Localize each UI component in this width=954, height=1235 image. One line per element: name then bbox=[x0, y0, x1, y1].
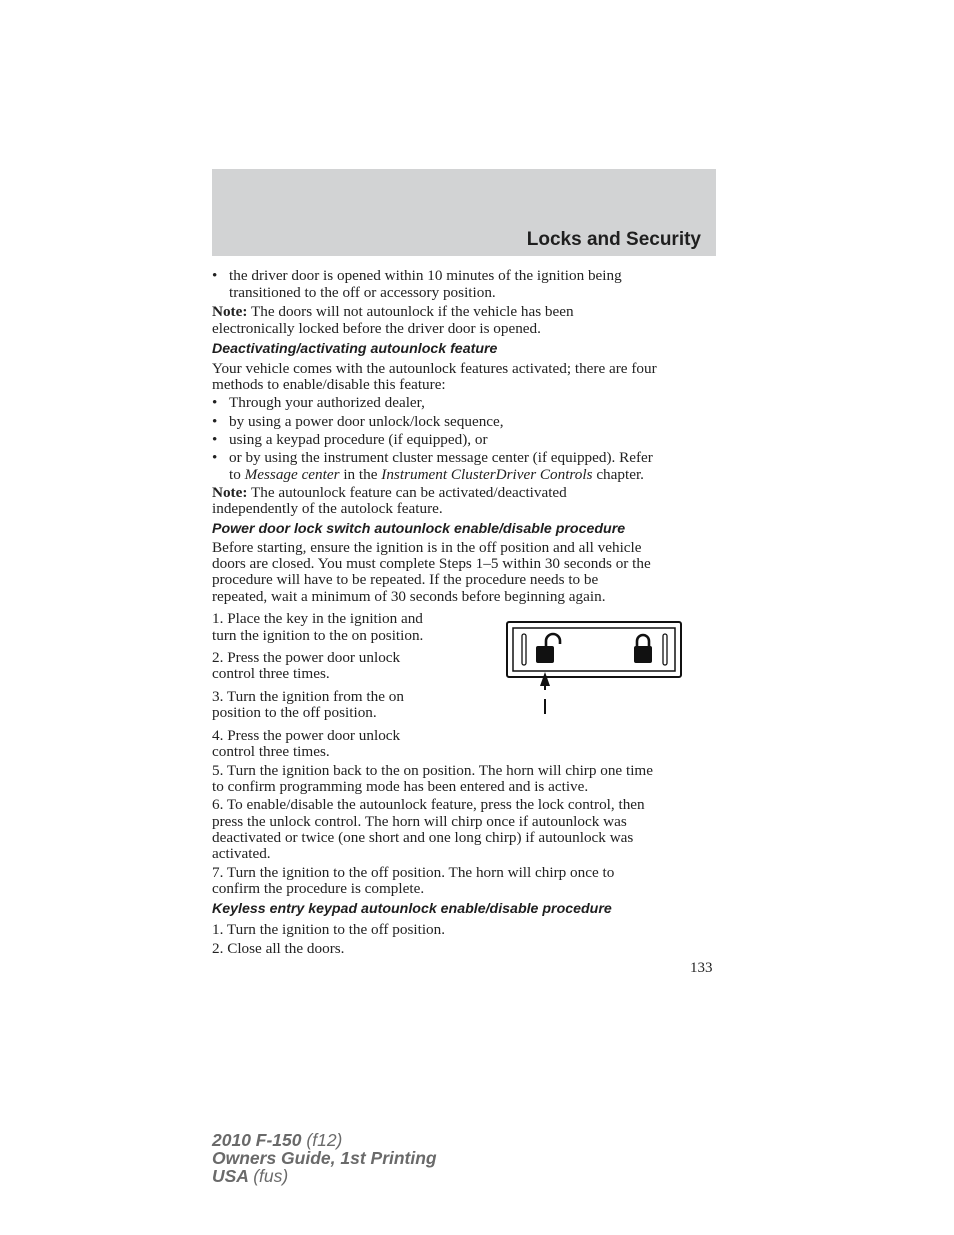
list-item-text: or by using the instrument cluster message center (if equipped). Refer bbox=[229, 449, 653, 466]
list-item-text: transitioned to the off or accessory position. bbox=[229, 284, 496, 301]
text-fragment: in the bbox=[339, 466, 382, 483]
footer-region: USA bbox=[212, 1166, 249, 1186]
section-header-band bbox=[212, 169, 716, 256]
keyless-step-1: 1. Turn the ignition to the off position. bbox=[212, 921, 446, 938]
step-7: confirm the procedure is complete. bbox=[212, 880, 425, 897]
bullet-icon: • bbox=[212, 394, 218, 411]
text-fragment: to bbox=[229, 466, 245, 483]
list-item-text bbox=[229, 467, 735, 484]
step-4: 4. Press the power door unlock bbox=[212, 727, 401, 744]
bullet-icon: • bbox=[212, 431, 218, 448]
paragraph-line: doors are closed. You must complete Steps 1–5 within 30 seconds or the bbox=[212, 555, 651, 572]
step-7: 7. Turn the ignition to the off position. The horn will chirp once to bbox=[212, 864, 615, 881]
step-6: activated. bbox=[212, 845, 271, 862]
door-lock-switch-figure bbox=[505, 620, 685, 720]
footer-line-region bbox=[212, 1167, 437, 1185]
page-number: 133 bbox=[690, 960, 713, 976]
footer-model-code: (f12) bbox=[306, 1130, 343, 1150]
chapter-reference: Instrument ClusterDriver Controls bbox=[381, 466, 593, 483]
step-1: turn the ignition to the on position. bbox=[212, 627, 424, 644]
step-1: 1. Place the key in the ignition and bbox=[212, 610, 423, 627]
footer-region-code: (fus) bbox=[253, 1166, 289, 1186]
bullet-icon: • bbox=[212, 413, 218, 430]
note-label: Note: bbox=[212, 303, 248, 320]
footer-line-model bbox=[212, 1131, 437, 1149]
list-item-text: Through your authorized dealer, bbox=[229, 394, 425, 411]
note-text: independently of the autolock feature. bbox=[212, 500, 443, 517]
footer-line-guide: Owners Guide, 1st Printing bbox=[212, 1148, 437, 1168]
print-footer bbox=[212, 1131, 437, 1185]
step-3: position to the off position. bbox=[212, 704, 377, 721]
pointer-arrow-icon bbox=[540, 672, 550, 714]
subheading: Power door lock switch autounlock enable/disable procedure bbox=[212, 521, 626, 537]
list-item-text: by using a power door unlock/lock sequence, bbox=[229, 413, 504, 430]
footer-model: 2010 F-150 bbox=[212, 1130, 302, 1150]
step-2: 2. Press the power door unlock bbox=[212, 649, 401, 666]
paragraph-line: methods to enable/disable this feature: bbox=[212, 376, 446, 393]
text-fragment: chapter. bbox=[592, 466, 644, 483]
paragraph-line: procedure will have to be repeated. If the procedure needs to be bbox=[212, 571, 599, 588]
paragraph-line: repeated, wait a minimum of 30 seconds before beginning again. bbox=[212, 588, 606, 605]
list-item-text: the driver door is opened within 10 minutes of the ignition being bbox=[229, 267, 622, 284]
bullet-icon: • bbox=[212, 449, 218, 466]
note-text: electronically locked before the driver door is opened. bbox=[212, 320, 541, 337]
subheading: Keyless entry keypad autounlock enable/disable procedure bbox=[212, 901, 612, 917]
chapter-reference: Message center bbox=[244, 466, 340, 483]
note-label: Note: bbox=[212, 484, 248, 501]
note-text: The doors will not autounlock if the vehicle has been bbox=[250, 303, 574, 320]
step-4: control three times. bbox=[212, 743, 330, 760]
section-title: Locks and Security bbox=[526, 229, 701, 250]
step-6: press the unlock control. The horn will chirp once if autounlock was bbox=[212, 813, 627, 830]
note-text: The autounlock feature can be activated/deactivated bbox=[250, 484, 567, 501]
subheading: Deactivating/activating autounlock feature bbox=[212, 341, 498, 357]
step-3: 3. Turn the ignition from the on bbox=[212, 688, 404, 705]
step-5: 5. Turn the ignition back to the on position. The horn will chirp one time bbox=[212, 762, 653, 779]
step-6: 6. To enable/disable the autounlock feature, press the lock control, then bbox=[212, 796, 645, 813]
step-5: to confirm programming mode has been entered and is active. bbox=[212, 778, 589, 795]
step-6: deactivated or twice (one short and one long chirp) if autounlock was bbox=[212, 829, 634, 846]
keyless-step-2: 2. Close all the doors. bbox=[212, 940, 345, 957]
step-2: control three times. bbox=[212, 665, 330, 682]
paragraph-line: Before starting, ensure the ignition is in the off position and all vehicle bbox=[212, 539, 642, 556]
bullet-icon: • bbox=[212, 267, 218, 284]
list-item-text: using a keypad procedure (if equipped), or bbox=[229, 431, 488, 448]
paragraph-line: Your vehicle comes with the autounlock features activated; there are four bbox=[212, 360, 657, 377]
note-paragraph bbox=[212, 304, 718, 321]
